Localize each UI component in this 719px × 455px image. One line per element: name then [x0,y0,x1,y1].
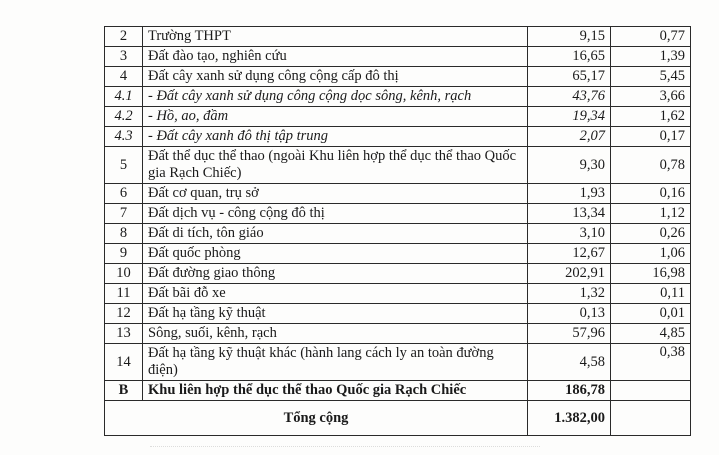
table-row [105,107,691,127]
table-row [105,381,691,401]
row-number: 5 [105,147,143,184]
table-body [105,27,691,401]
row-number: 9 [105,244,143,264]
land-type-name: Đất dịch vụ - công cộng đô thị [143,204,528,224]
row-number: 8 [105,224,143,244]
table-row [105,47,691,67]
area-value: 3,10 [528,224,611,244]
row-number: 3 [105,47,143,67]
area-value: 19,34 [528,107,611,127]
land-type-name: Đất quốc phòng [143,244,528,264]
total-percent [611,401,691,436]
total-area: 1.382,00 [528,401,611,436]
percent-value: 1,39 [611,47,691,67]
percent-value: 5,45 [611,67,691,87]
percent-value: 0,26 [611,224,691,244]
area-value: 9,30 [528,147,611,184]
area-value: 12,67 [528,244,611,264]
table-row [105,87,691,107]
table-row [105,304,691,324]
percent-value: 1,06 [611,244,691,264]
land-type-name: Đất bãi đỗ xe [143,284,528,304]
land-type-name: Đất hạ tầng kỹ thuật khác (hành lang cách ly an toàn đường điện) [143,344,528,381]
row-number: B [105,381,143,401]
area-value: 13,34 [528,204,611,224]
land-use-table [104,26,691,436]
row-number: 4 [105,67,143,87]
row-number: 4.3 [105,127,143,147]
area-value: 9,15 [528,27,611,47]
table-row [105,204,691,224]
row-number: 4.1 [105,87,143,107]
table-row [105,147,691,184]
area-value: 4,58 [528,344,611,381]
percent-value: 0,38 [611,344,691,381]
land-type-name: Khu liên hợp thể dục thể thao Quốc gia Rạch Chiếc [143,381,528,401]
land-type-name: Sông, suối, kênh, rạch [143,324,528,344]
percent-value: 4,85 [611,324,691,344]
land-type-name: Đất di tích, tôn giáo [143,224,528,244]
percent-value: 0,11 [611,284,691,304]
land-type-name: Trường THPT [143,27,528,47]
table-row [105,224,691,244]
area-value: 1,93 [528,184,611,204]
table-row [105,284,691,304]
percent-value: 0,17 [611,127,691,147]
row-number: 12 [105,304,143,324]
table-row [105,127,691,147]
table-row [105,264,691,284]
area-value: 202,91 [528,264,611,284]
row-number: 4.2 [105,107,143,127]
area-value: 57,96 [528,324,611,344]
total-row [105,401,691,436]
row-number: 11 [105,284,143,304]
land-type-name: - Hồ, ao, đầm [143,107,528,127]
percent-value: 3,66 [611,87,691,107]
land-type-name: Đất cơ quan, trụ sở [143,184,528,204]
area-value: 1,32 [528,284,611,304]
percent-value: 0,78 [611,147,691,184]
land-type-name: Đất hạ tầng kỹ thuật [143,304,528,324]
table-row [105,67,691,87]
total-label: Tổng cộng [105,401,528,436]
row-number: 14 [105,344,143,381]
table-row [105,344,691,381]
land-type-name: - Đất cây xanh đô thị tập trung [143,127,528,147]
table-row [105,244,691,264]
area-value: 16,65 [528,47,611,67]
percent-value [611,381,691,401]
percent-value: 0,16 [611,184,691,204]
land-type-name: Đất đào tạo, nghiên cứu [143,47,528,67]
land-type-name: Đất cây xanh sử dụng công cộng cấp đô thị [143,67,528,87]
area-value: 0,13 [528,304,611,324]
percent-value: 0,77 [611,27,691,47]
row-number: 6 [105,184,143,204]
row-number: 2 [105,27,143,47]
area-value: 2,07 [528,127,611,147]
land-type-name: - Đất cây xanh sử dụng công cộng dọc sông, kênh, rạch [143,87,528,107]
area-value: 65,17 [528,67,611,87]
area-value: 186,78 [528,381,611,401]
percent-value: 16,98 [611,264,691,284]
next-line-remnant [150,446,540,453]
table-row [105,27,691,47]
row-number: 7 [105,204,143,224]
row-number: 10 [105,264,143,284]
table-row [105,184,691,204]
percent-value: 0,01 [611,304,691,324]
percent-value: 1,62 [611,107,691,127]
row-number: 13 [105,324,143,344]
percent-value: 1,12 [611,204,691,224]
land-type-name: Đất đường giao thông [143,264,528,284]
area-value: 43,76 [528,87,611,107]
table-row [105,324,691,344]
land-type-name: Đất thể dục thể thao (ngoài Khu liên hợp thể dục thể thao Quốc gia Rạch Chiếc) [143,147,528,184]
